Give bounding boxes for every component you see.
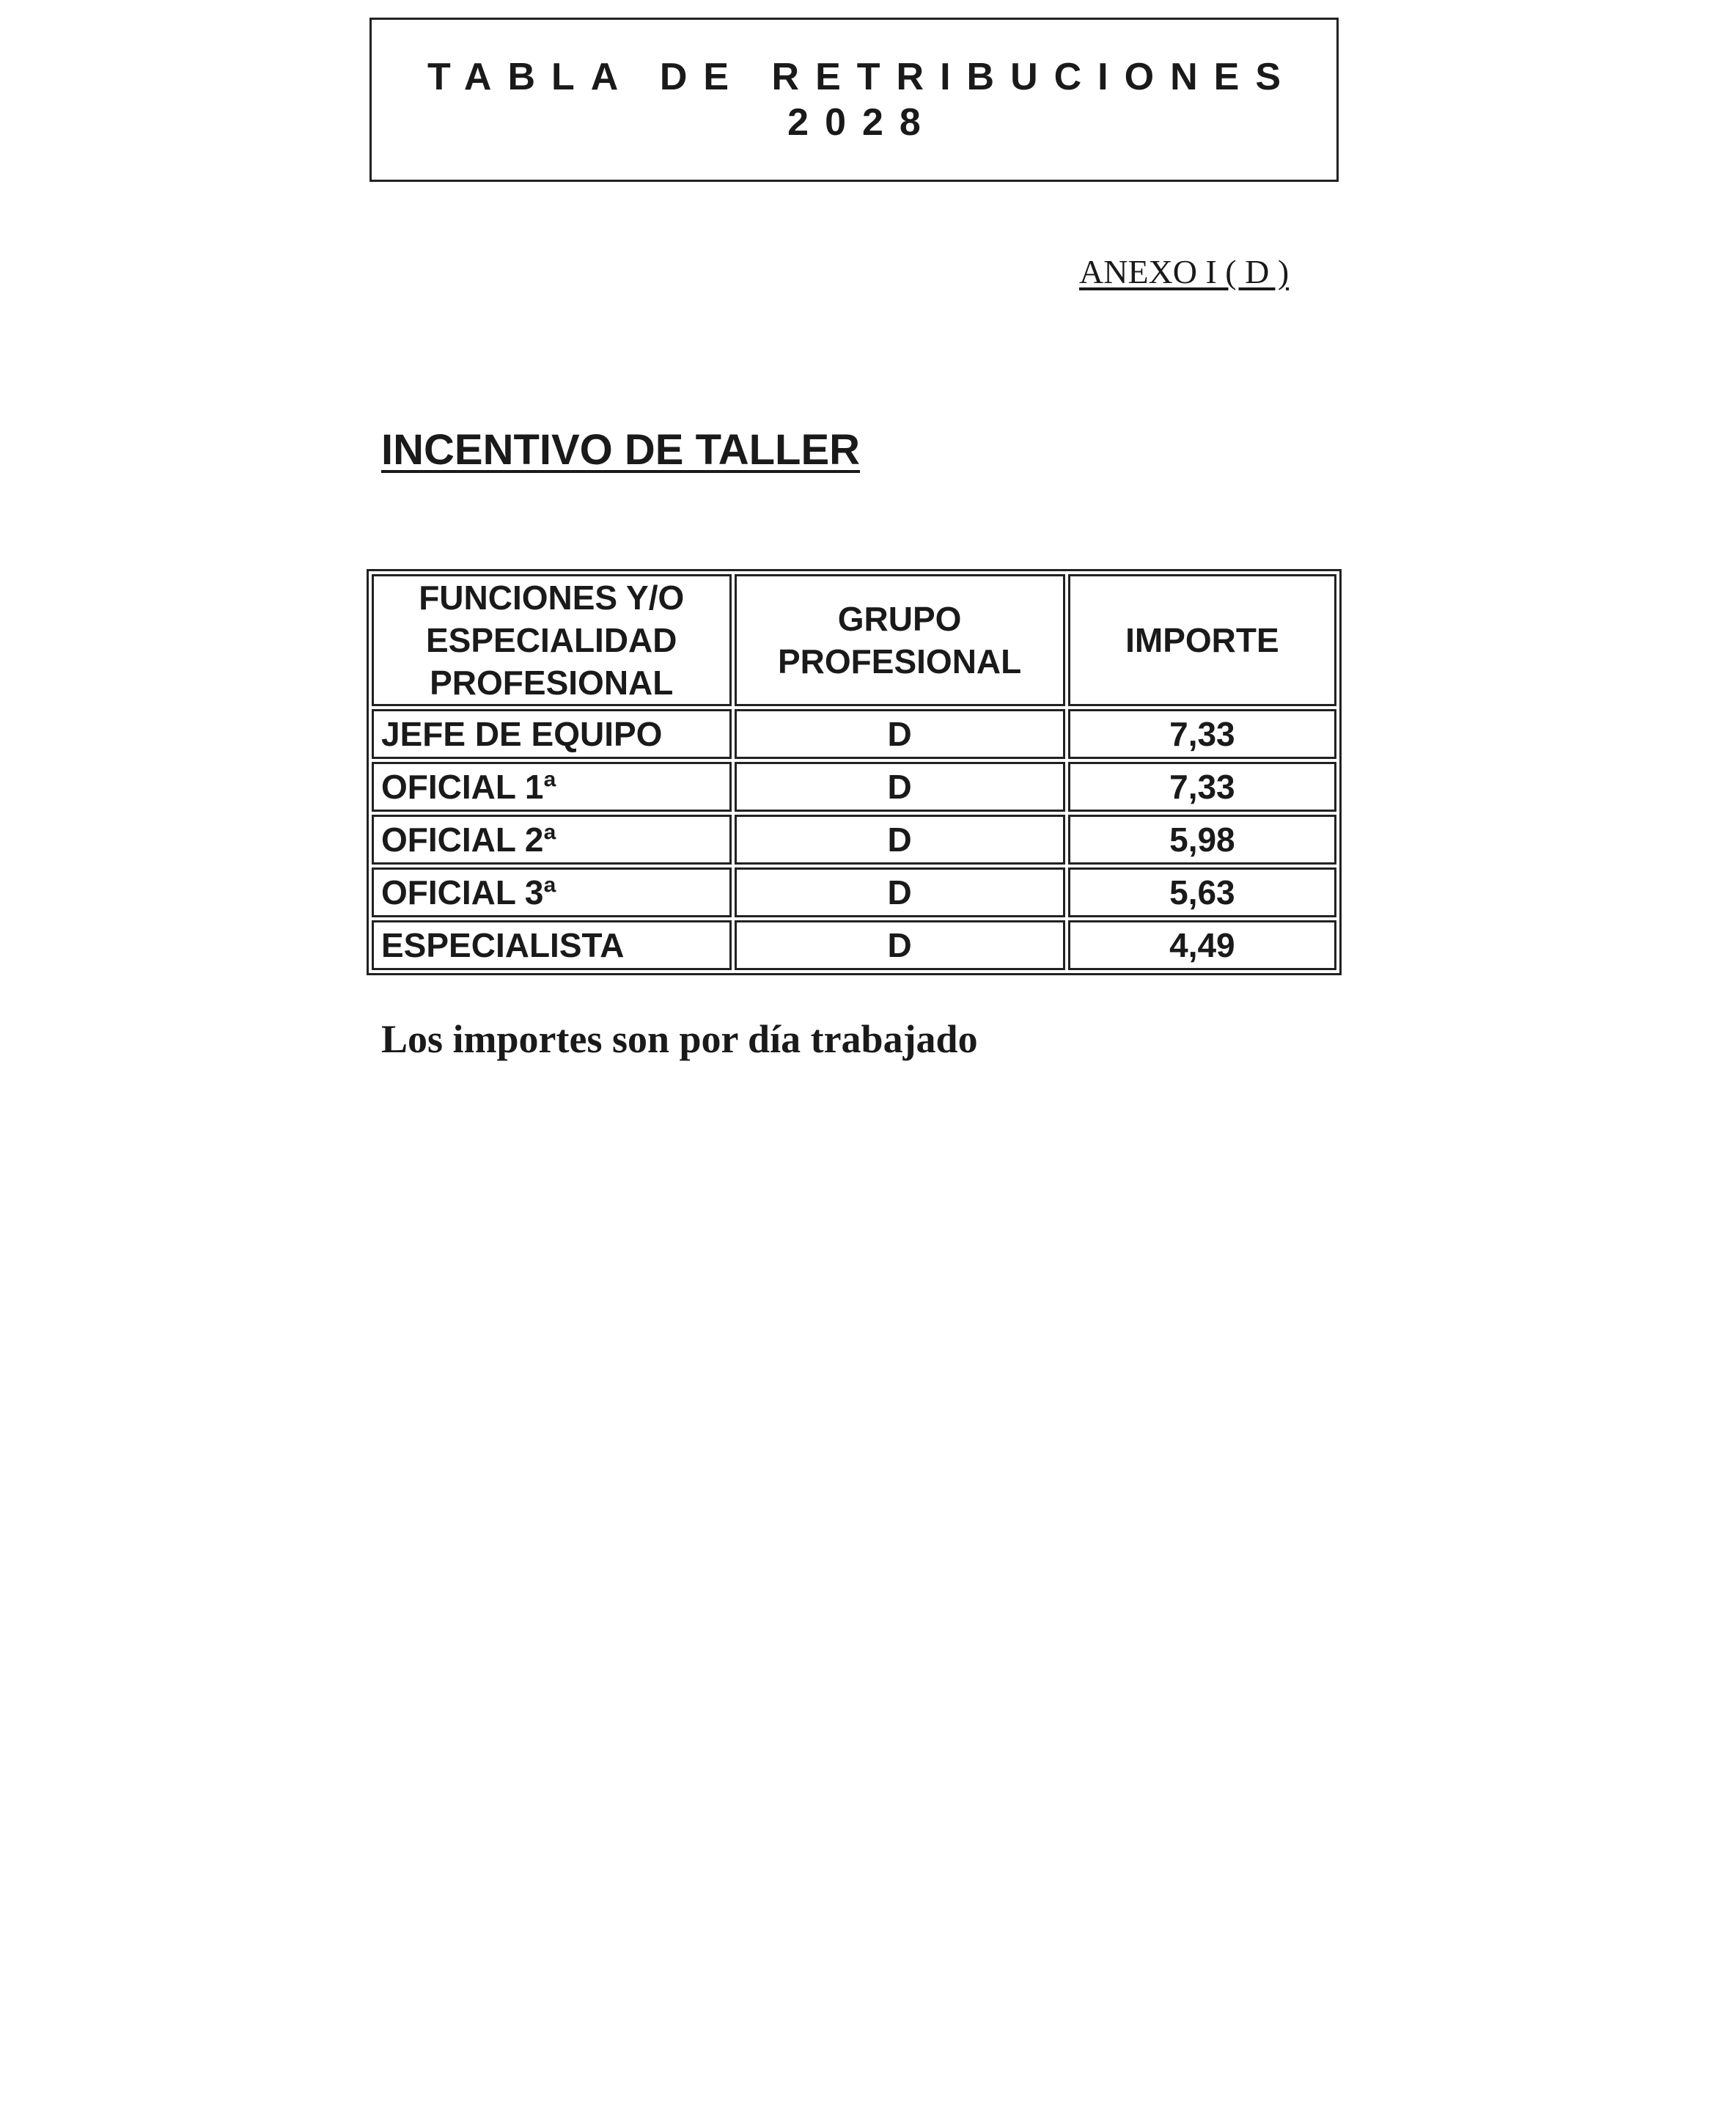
cell-funcion: OFICIAL 3ª [372,867,732,917]
cell-importe: 5,63 [1068,867,1336,917]
cell-grupo: D [735,709,1065,759]
cell-importe: 5,98 [1068,815,1336,865]
cell-grupo: D [735,920,1065,970]
cell-importe: 7,33 [1068,709,1336,759]
table-row [372,762,1336,812]
incentive-table [367,569,1342,975]
section-title: INCENTIVO DE TALLER [381,426,861,474]
cell-funcion: OFICIAL 2ª [372,815,732,865]
cell-funcion: ESPECIALISTA [372,920,732,970]
cell-funcion: JEFE DE EQUIPO [372,709,732,759]
cell-importe: 7,33 [1068,762,1336,812]
cell-grupo: D [735,867,1065,917]
cell-importe: 4,49 [1068,920,1336,970]
table-row [372,709,1336,759]
header-grupo: GRUPO PROFESIONAL [735,574,1065,706]
cell-grupo: D [735,815,1065,865]
table-row [372,920,1336,970]
cell-funcion: OFICIAL 1ª [372,762,732,812]
cell-grupo: D [735,762,1065,812]
document-year: 2028 [787,101,937,144]
annex-label: ANEXO I ( D ) [1079,253,1290,290]
footnote: Los importes son por día trabajado [381,1017,978,1061]
table-row [372,867,1336,917]
table-header-row [372,574,1336,706]
table-row [372,815,1336,865]
header-funciones: FUNCIONES Y/O ESPECIALIDAD PROFESIONAL [372,574,732,706]
header-importe: IMPORTE [1068,574,1336,706]
document-title: TABLA DE RETRIBUCIONES [427,56,1297,98]
title-box [369,18,1339,182]
